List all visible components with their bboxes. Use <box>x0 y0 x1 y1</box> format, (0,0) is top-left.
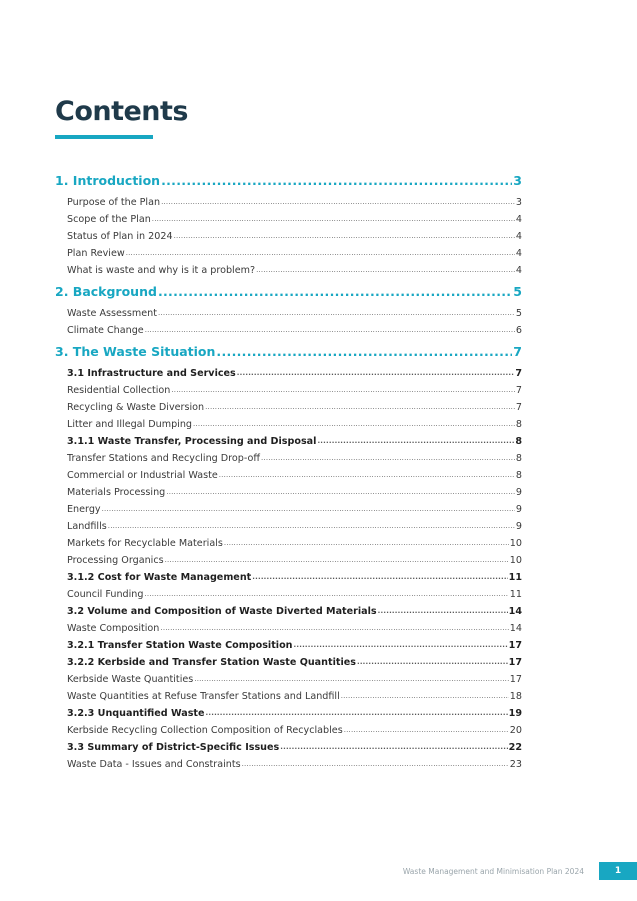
dot-leader <box>357 654 508 671</box>
toc-entry-label: Residential Collection <box>67 385 171 396</box>
dot-leader <box>193 416 515 433</box>
dot-leader <box>261 450 515 467</box>
toc-entry[interactable] <box>67 603 522 620</box>
toc-entry[interactable] <box>67 262 522 279</box>
footer-document-title: Waste Management and Minimisation Plan 2024 <box>402 867 584 876</box>
toc-entry[interactable] <box>67 484 522 501</box>
toc-entry-page-number: 7 <box>513 344 522 359</box>
dot-leader <box>126 245 515 262</box>
toc-entry[interactable] <box>67 654 522 671</box>
dot-leader <box>161 172 512 190</box>
toc-entry-page-number: 6 <box>515 325 522 336</box>
dot-leader <box>194 671 509 688</box>
toc-entry-page-number: 5 <box>513 284 522 299</box>
toc-entry-label: Purpose of the Plan <box>67 197 161 208</box>
toc-entry[interactable] <box>67 245 522 262</box>
dot-leader <box>237 365 515 382</box>
toc-entry[interactable] <box>67 705 522 722</box>
toc-entry[interactable] <box>67 552 522 569</box>
toc-entry[interactable] <box>67 382 522 399</box>
toc-entry-label: 3.2.2 Kerbside and Transfer Station Waste Quantities <box>67 657 356 668</box>
dot-leader <box>205 399 515 416</box>
toc-entry[interactable] <box>67 586 522 603</box>
title-underline <box>55 135 153 139</box>
toc-entry-label: Kerbside Waste Quantities <box>67 674 194 685</box>
toc-entry[interactable] <box>67 467 522 484</box>
dot-leader <box>144 586 508 603</box>
toc-entry-label: Transfer Stations and Recycling Drop-off <box>67 453 260 464</box>
toc-entry-page-number: 5 <box>515 308 522 319</box>
toc-entry-label: Landfills <box>67 521 107 532</box>
dot-leader <box>216 343 512 361</box>
dot-leader <box>317 433 514 450</box>
toc-entry-page-number: 9 <box>515 504 522 515</box>
dot-leader <box>108 518 515 535</box>
toc-entry-page-number: 18 <box>509 691 522 702</box>
toc-entry-label: 3.2.3 Unquantified Waste <box>67 708 205 719</box>
dot-leader <box>256 262 515 279</box>
page-title: Contents <box>55 96 189 127</box>
toc-entry[interactable] <box>67 416 522 433</box>
toc-entry[interactable] <box>67 228 522 245</box>
toc-entry[interactable] <box>67 305 522 322</box>
dot-leader <box>152 211 515 228</box>
toc-entry-label: What is waste and why is it a problem? <box>67 265 256 276</box>
toc-entry-page-number: 8 <box>515 436 522 447</box>
dot-leader <box>341 688 509 705</box>
dot-leader <box>224 535 509 552</box>
toc-entry-page-number: 4 <box>515 265 522 276</box>
dot-leader <box>158 283 512 301</box>
toc-entry-label: Recycling & Waste Diversion <box>67 402 205 413</box>
toc-entry-page-number: 3 <box>513 173 522 188</box>
toc-entry-label: Commercial or Industrial Waste <box>67 470 218 481</box>
toc-entry[interactable] <box>67 501 522 518</box>
toc-entry-label: Waste Quantities at Refuse Transfer Stations and Landfill <box>67 691 340 702</box>
toc-entry-label: 3.1 Infrastructure and Services <box>67 368 236 379</box>
dot-leader <box>158 305 515 322</box>
toc-entry-page-number: 10 <box>509 555 522 566</box>
toc-entry-label: Waste Data - Issues and Constraints <box>67 759 241 770</box>
toc-entry-label: Plan Review <box>67 248 125 259</box>
toc-section-heading[interactable] <box>55 283 522 301</box>
toc-entry-page-number: 8 <box>515 419 522 430</box>
toc-entry-label: Materials Processing <box>67 487 166 498</box>
toc-entry-label: Scope of the Plan <box>67 214 151 225</box>
toc-entry-label: 3. The Waste Situation <box>55 344 216 359</box>
toc-entry-label: Energy <box>67 504 101 515</box>
table-of-contents <box>55 172 522 773</box>
toc-entry[interactable] <box>67 194 522 211</box>
dot-leader <box>171 382 515 399</box>
dot-leader <box>102 501 515 518</box>
toc-entry[interactable] <box>67 637 522 654</box>
toc-entry[interactable] <box>67 365 522 382</box>
toc-entry[interactable] <box>67 211 522 228</box>
page-number-badge: 1 <box>599 862 637 880</box>
toc-entry-page-number: 8 <box>515 470 522 481</box>
toc-entry[interactable] <box>67 688 522 705</box>
toc-entry-page-number: 4 <box>515 248 522 259</box>
toc-entry[interactable] <box>67 739 522 756</box>
dot-leader <box>166 484 515 501</box>
toc-entry-page-number: 7 <box>515 402 522 413</box>
toc-entry-page-number: 20 <box>509 725 522 736</box>
dot-leader <box>280 739 507 756</box>
toc-entry-label: 3.2 Volume and Composition of Waste Diverted Materials <box>67 606 377 617</box>
toc-entry-label: 2. Background <box>55 284 157 299</box>
toc-entry-label: 3.2.1 Transfer Station Waste Composition <box>67 640 293 651</box>
toc-entry-page-number: 14 <box>508 606 522 617</box>
toc-entry-label: Litter and Illegal Dumping <box>67 419 193 430</box>
toc-entry-page-number: 4 <box>515 214 522 225</box>
toc-entry-page-number: 4 <box>515 231 522 242</box>
toc-entry-label: Waste Composition <box>67 623 160 634</box>
toc-entry-page-number: 7 <box>515 385 522 396</box>
toc-entry-page-number: 11 <box>508 572 522 583</box>
dot-leader <box>242 756 509 773</box>
toc-entry-label: 3.3 Summary of District-Specific Issues <box>67 742 280 753</box>
toc-entry[interactable] <box>67 535 522 552</box>
toc-entry-page-number: 11 <box>509 589 522 600</box>
dot-leader <box>161 194 515 211</box>
toc-entry[interactable] <box>67 450 522 467</box>
dot-leader <box>294 637 508 654</box>
dot-leader <box>174 228 515 245</box>
toc-entry[interactable] <box>67 620 522 637</box>
dot-leader <box>344 722 509 739</box>
dot-leader <box>165 552 509 569</box>
toc-entry-page-number: 22 <box>508 742 522 753</box>
toc-entry[interactable] <box>67 569 522 586</box>
toc-entry-page-number: 9 <box>515 521 522 532</box>
toc-entry[interactable] <box>67 518 522 535</box>
toc-entry-page-number: 10 <box>509 538 522 549</box>
toc-entry-label: 1. Introduction <box>55 173 161 188</box>
dot-leader <box>252 569 507 586</box>
toc-entry[interactable] <box>67 322 522 339</box>
toc-entry-page-number: 17 <box>508 657 522 668</box>
toc-entry-page-number: 8 <box>515 453 522 464</box>
toc-entry[interactable] <box>67 433 522 450</box>
toc-entry-page-number: 23 <box>509 759 522 770</box>
toc-entry-page-number: 9 <box>515 487 522 498</box>
toc-entry-label: Kerbside Recycling Collection Composition of Recyclables <box>67 725 343 736</box>
toc-entry-label: Climate Change <box>67 325 144 336</box>
dot-leader <box>219 467 515 484</box>
toc-entry-page-number: 14 <box>509 623 522 634</box>
toc-entry-label: Waste Assessment <box>67 308 158 319</box>
toc-entry-label: Markets for Recyclable Materials <box>67 538 223 549</box>
toc-entry-page-number: 19 <box>508 708 522 719</box>
toc-entry[interactable] <box>67 399 522 416</box>
toc-entry-page-number: 7 <box>515 368 522 379</box>
toc-entry[interactable] <box>67 671 522 688</box>
toc-section-heading[interactable] <box>55 172 522 190</box>
toc-entry[interactable] <box>67 756 522 773</box>
toc-entry-page-number: 17 <box>509 674 522 685</box>
toc-section-heading[interactable] <box>55 343 522 361</box>
toc-entry-label: 3.1.1 Waste Transfer, Processing and Disposal <box>67 436 317 447</box>
toc-entry[interactable] <box>67 722 522 739</box>
toc-entry-page-number: 17 <box>508 640 522 651</box>
toc-entry-label: 3.1.2 Cost for Waste Management <box>67 572 252 583</box>
dot-leader <box>206 705 508 722</box>
dot-leader <box>145 322 515 339</box>
toc-entry-label: Council Funding <box>67 589 144 600</box>
dot-leader <box>378 603 508 620</box>
toc-entry-page-number: 3 <box>515 197 522 208</box>
toc-entry-label: Status of Plan in 2024 <box>67 231 173 242</box>
toc-entry-label: Processing Organics <box>67 555 164 566</box>
dot-leader <box>160 620 508 637</box>
